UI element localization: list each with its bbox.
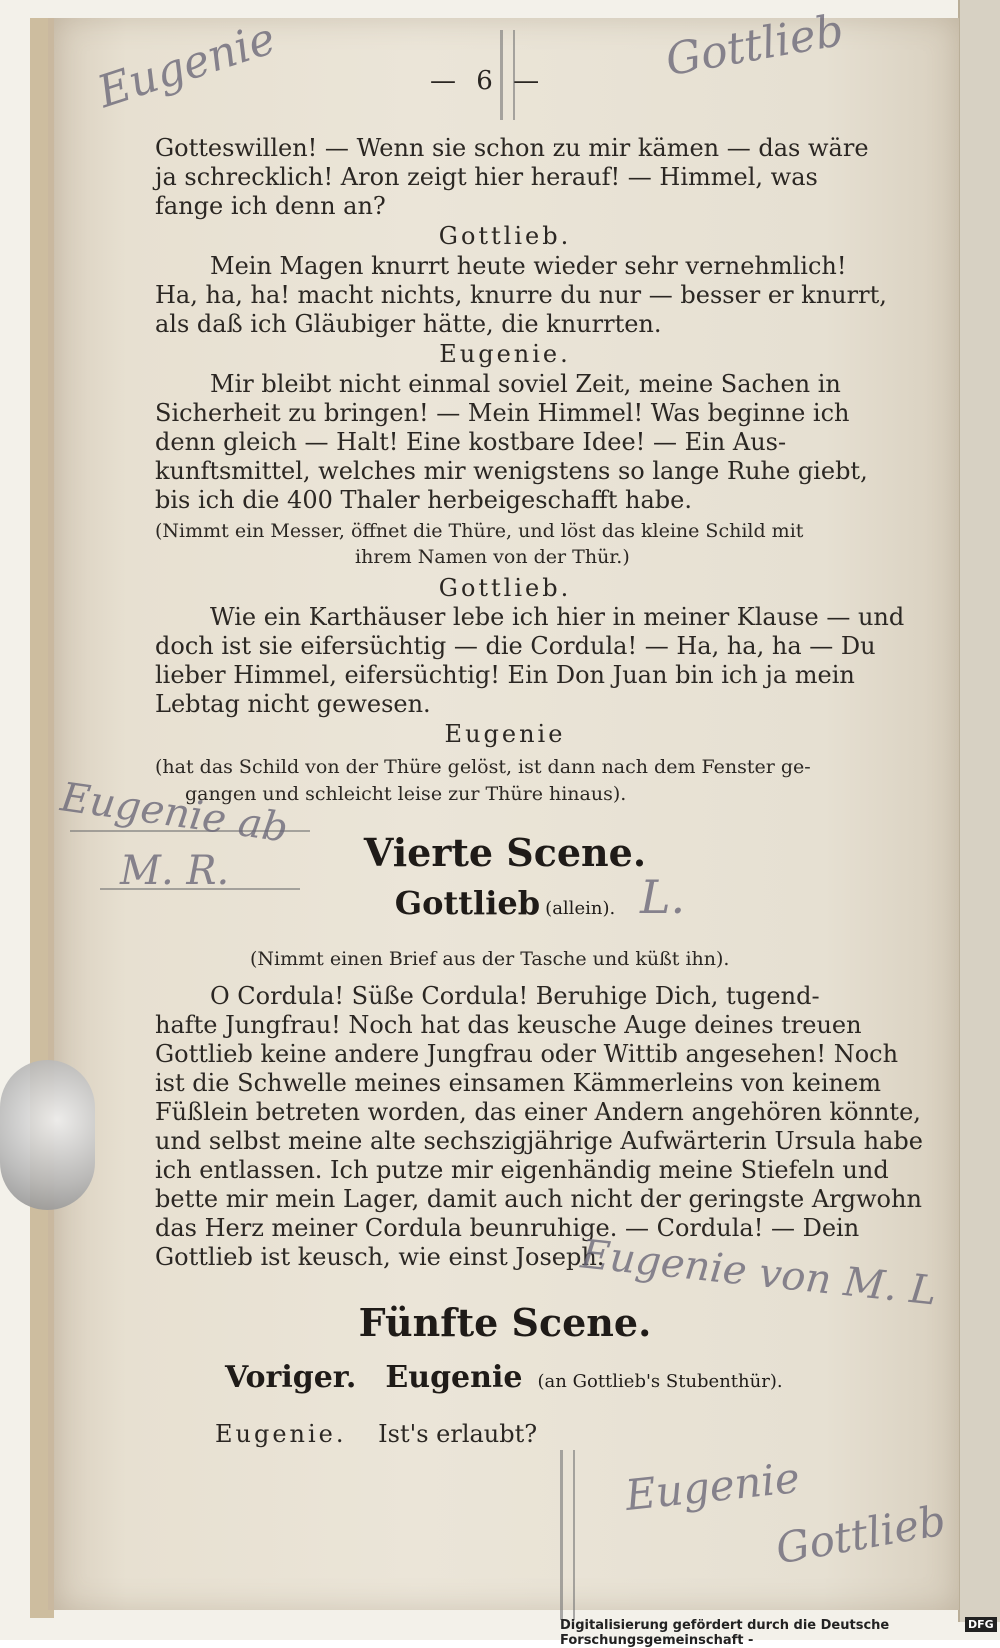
text-line: Füßlein betreten worden, das einer Andern angehören könnte, xyxy=(155,1098,921,1126)
page-number: — 6 — xyxy=(430,66,546,96)
speaker-name: Gottlieb xyxy=(394,884,541,922)
speaker-name: Eugenie. xyxy=(439,340,571,368)
handwritten-annotation: Gottlieb xyxy=(661,4,848,87)
scene-heading: Vierte Scene. xyxy=(363,830,647,875)
stage-direction: (hat das Schild von der Thüre gelöst, ist dann nach dem Fenster ge- xyxy=(155,756,811,778)
pencil-mark xyxy=(573,1450,575,1620)
text-line: Lebtag nicht gewesen. xyxy=(155,690,431,718)
text-line: lieber Himmel, eifersüchtig! Ein Don Juan bin ich ja mein xyxy=(155,661,855,689)
text-line: ist die Schwelle meines einsamen Kämmerleins von keinem xyxy=(155,1069,881,1097)
text-line: Sicherheit zu bringen! — Mein Himmel! Was beginne ich xyxy=(155,399,850,427)
speaker-name: Gottlieb. xyxy=(438,222,572,250)
text-line: Ha, ha, ha! macht nichts, knurre du nur — besser er knurrt, xyxy=(155,281,887,309)
speaker-name: Eugenie xyxy=(385,1360,523,1395)
text-line: bis ich die 400 Thaler herbeigeschafft habe. xyxy=(155,486,692,514)
speaker-block xyxy=(155,884,855,922)
text-line: das Herz meiner Cordula beunruhige. — Cordula! — Dein xyxy=(155,1214,860,1242)
text-line: Mein Magen knurrt heute wieder sehr vernehmlich! xyxy=(210,252,847,280)
text-line: ja schrecklich! Aron zeigt hier herauf! — Himmel, was xyxy=(155,163,818,191)
text-line: ich entlassen. Ich putze mir eigenhändig meine Stiefeln und xyxy=(155,1156,889,1184)
facing-page-edge xyxy=(958,0,1000,1622)
handwritten-annotation: Eugenie ab xyxy=(57,774,291,852)
speaker-name: Gottlieb. xyxy=(438,574,572,602)
stage-direction: ihrem Namen von der Thür.) xyxy=(355,546,630,568)
text-line: hafte Jungfrau! Noch hat das keusche Auge deines treuen xyxy=(155,1011,862,1039)
speaker-note: (allein). xyxy=(545,898,616,919)
text-line: Gottlieb keine andere Jungfrau oder Wittib angesehen! Noch xyxy=(155,1040,899,1068)
speaker-name: Eugenie xyxy=(444,720,566,748)
handwritten-annotation: L. xyxy=(640,870,686,924)
text-line: Gotteswillen! — Wenn sie schon zu mir kämen — das wäre xyxy=(155,134,869,162)
speaker-note: (an Gottlieb's Stubenthür). xyxy=(537,1371,783,1392)
stage-direction: (Nimmt ein Messer, öffnet die Thüre, und löst das kleine Schild mit xyxy=(155,520,804,542)
speaker-name: Voriger. xyxy=(225,1360,357,1395)
footer-credit: Digitalisierung gefördert durch die Deutsche Forschungsgemeinschaft - xyxy=(560,1618,890,1648)
stage-direction: gangen und schleicht leise zur Thüre hinaus). xyxy=(185,783,627,805)
speaker-line xyxy=(215,1420,855,1448)
handwritten-annotation: Eugenie xyxy=(622,1452,802,1521)
text-line: kunftsmittel, welches mir wenigstens so lange Ruhe giebt, xyxy=(155,457,868,485)
handwritten-annotation: M. R. xyxy=(120,848,230,894)
text-line: denn gleich — Halt! Eine kostbare Idee! — Ein Aus- xyxy=(155,428,787,456)
text-line: Mir bleibt nicht einmal soviel Zeit, meine Sachen in xyxy=(210,370,841,398)
text-line: doch ist sie eifersüchtig — die Cordula! — Ha, ha, ha — Du xyxy=(155,632,876,660)
text-line: fange ich denn an? xyxy=(155,192,386,220)
page-clip xyxy=(0,1060,95,1210)
dfg-logo: DFG xyxy=(965,1617,997,1632)
handwritten-annotation: Gottlieb xyxy=(772,1495,950,1574)
pencil-mark xyxy=(560,1450,563,1620)
text-line: Gottlieb ist keusch, wie einst Joseph. xyxy=(155,1243,605,1271)
handwritten-annotation: Eugenie xyxy=(91,12,282,119)
text-line: und selbst meine alte sechszigjährige Aufwärterin Ursula habe xyxy=(155,1127,923,1155)
text-line: bette mir mein Lager, damit auch nicht der geringste Argwohn xyxy=(155,1185,922,1213)
speaker-block xyxy=(225,1360,855,1395)
text-line: als daß ich Gläubiger hätte, die knurrten. xyxy=(155,310,662,338)
speaker-name: Eugenie. xyxy=(215,1420,347,1448)
handwritten-annotation: Eugenie von M. L xyxy=(578,1231,939,1315)
text-line: O Cordula! Süße Cordula! Beruhige Dich, tugend- xyxy=(210,982,820,1010)
text-line: Wie ein Karthäuser lebe ich hier in meiner Klause — und xyxy=(210,603,905,631)
scene-heading: Fünfte Scene. xyxy=(358,1300,652,1345)
text-line: Ist's erlaubt? xyxy=(378,1420,538,1448)
stage-direction: (Nimmt einen Brief aus der Tasche und küßt ihn). xyxy=(250,948,730,970)
